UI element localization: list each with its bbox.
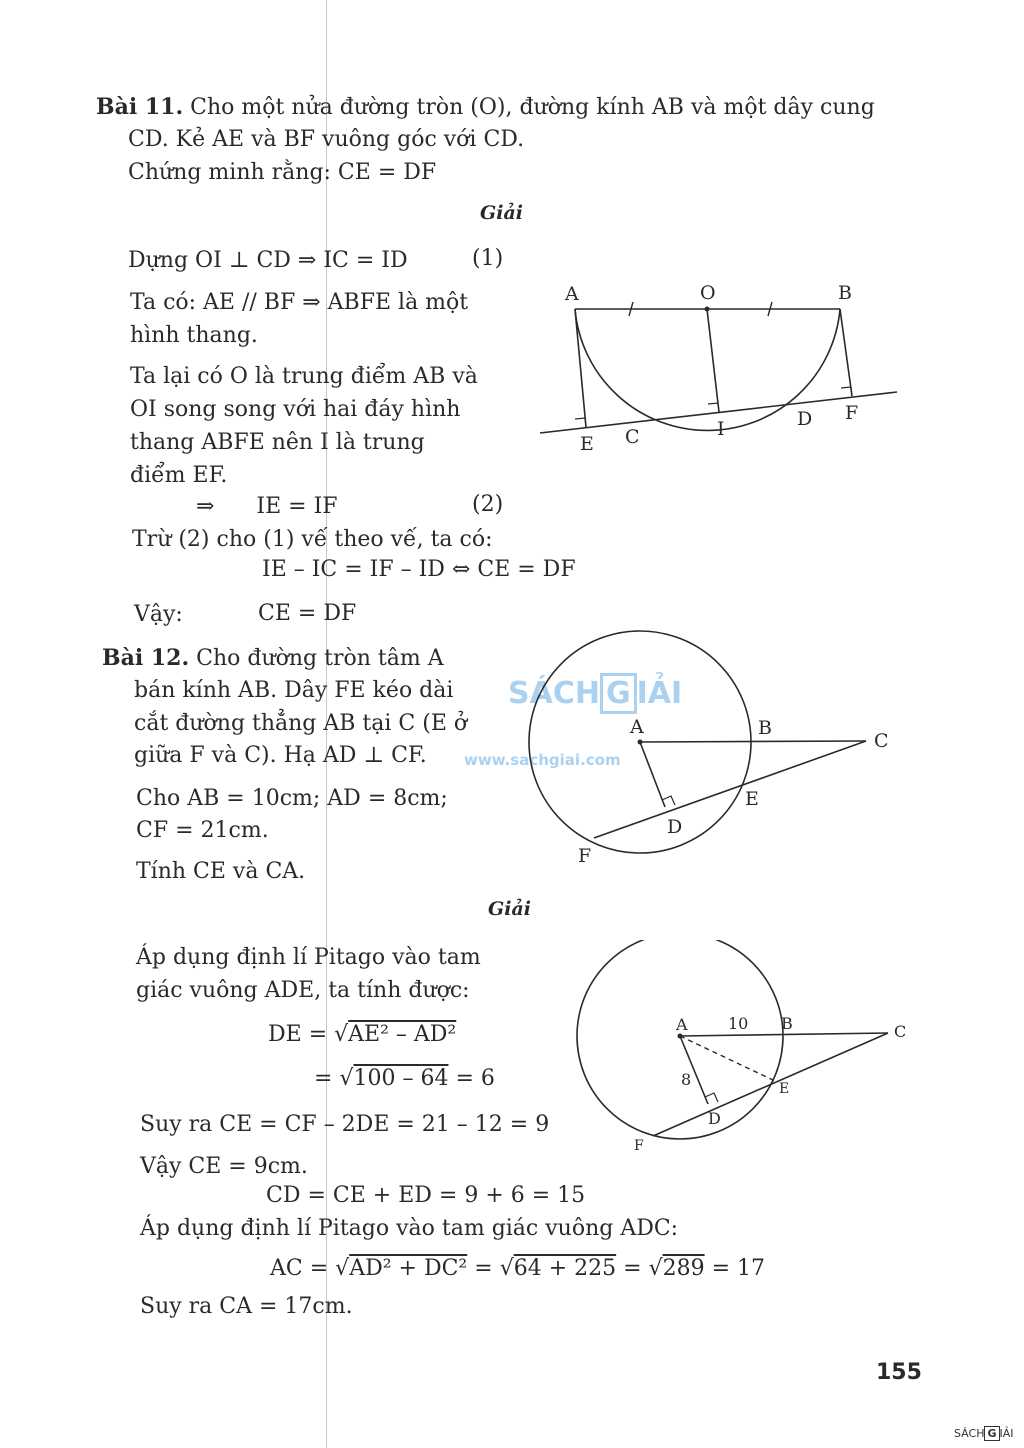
problem-11-title: Bài 11.	[96, 94, 184, 120]
segment-oi	[707, 309, 719, 412]
fig2-label-c: C	[894, 1022, 907, 1041]
problem-11-statement-2: CD. Kẻ AE và BF vuông góc với CD.	[128, 127, 525, 152]
problem-11-line-2: Ta có: AE // BF ⇒ ABFE là một	[130, 290, 469, 315]
line-ac-solution	[680, 1033, 888, 1036]
label-e: E	[580, 433, 594, 455]
problem-12-solution-4: Vậy CE = 9cm.	[140, 1154, 308, 1179]
de2-radicand: 100 – 64	[353, 1066, 449, 1091]
problem-12-statement-3: cắt đường thẳng AB tại C (E ở	[134, 711, 468, 736]
line-ac	[640, 741, 866, 742]
equation-number-1: (1)	[472, 246, 504, 271]
ac-equals-1: =	[474, 1256, 493, 1281]
watermark-logo-right: IẢI	[636, 676, 683, 711]
ac-equals-2: =	[623, 1256, 642, 1281]
watermark-url: www.sachgiai.com	[464, 751, 621, 769]
problem-12-statement-1: Cho đường tròn tâm A	[196, 646, 444, 671]
fig2-label-b: B	[781, 1014, 793, 1033]
fig2-label-eight: 8	[681, 1070, 692, 1089]
label-c: C	[625, 426, 640, 448]
label-b: B	[838, 282, 852, 304]
problem-11-line-9: Trừ (2) cho (1) vế theo vế, ta có:	[132, 527, 493, 552]
problem-12-solution-7: Suy ra CA = 17cm.	[140, 1294, 353, 1319]
problem-12-solution-6: Áp dụng định lí Pitago vào tam giác vuông ADC:	[140, 1216, 679, 1241]
problem-12-statement-2: bán kính AB. Dây FE kéo dài	[134, 678, 454, 703]
corner-logo	[954, 1426, 1014, 1441]
de2-equals: =	[314, 1066, 333, 1091]
problem-11-line-6: thang ABFE nên I là trung	[130, 430, 425, 455]
problem-11-line-3: hình thang.	[130, 323, 258, 348]
de2-result: = 6	[455, 1066, 495, 1091]
ac-radicand-3: 289	[662, 1256, 705, 1281]
label-i: I	[717, 418, 725, 440]
center-a-point	[638, 740, 643, 745]
problem-12-solution-1: Áp dụng định lí Pitago vào tam	[136, 945, 481, 970]
fig2-label-e: E	[779, 1081, 790, 1097]
dashed-ae	[680, 1036, 775, 1081]
segment-ad	[640, 742, 665, 807]
problem-11-conclusion: CE = DF	[258, 601, 357, 626]
watermark-logo-g: G	[600, 673, 637, 714]
equation-number-2: (2)	[472, 492, 504, 517]
corner-logo-g: G	[984, 1426, 999, 1441]
problem-12-statement-7: Tính CE và CA.	[136, 859, 306, 884]
watermark-logo-left: SÁCH	[508, 676, 600, 711]
label-a: A	[565, 283, 579, 305]
ac-radicand-2: 64 + 225	[513, 1256, 617, 1281]
problem-11-line-10: IE – IC = IF – ID ⇔ CE = DF	[262, 557, 576, 582]
segment-ae	[575, 309, 586, 427]
circle-a-solution	[577, 940, 783, 1139]
semicircle-figure	[530, 278, 910, 458]
segment-bf	[840, 309, 852, 396]
fig1-label-b: B	[758, 717, 772, 739]
problem-11-line-1	[96, 94, 875, 121]
de-equation: DE = √AE² – AD²	[268, 1022, 457, 1047]
fig1-label-e: E	[745, 788, 759, 810]
de-lhs: DE =	[268, 1022, 328, 1047]
problem-11-line-4: Ta lại có O là trung điểm AB và	[130, 364, 478, 389]
fig1-label-d: D	[667, 816, 683, 838]
problem-12-statement-4: giữa F và C). Hạ AD ⊥ CF.	[134, 743, 427, 768]
fig2-label-a: A	[676, 1015, 688, 1034]
problem-12-statement-6: CF = 21cm.	[136, 818, 269, 843]
ac-equation: AC = √AD² + DC² = √64 + 225 = √289 = 17	[270, 1256, 766, 1281]
de-equation-2: = √100 – 64 = 6	[314, 1066, 495, 1091]
label-o: O	[700, 282, 716, 304]
fig1-label-c: C	[874, 730, 889, 752]
problem-12-solution-heading: Giải	[488, 898, 531, 920]
problem-11-statement-1: Cho một nửa đường tròn (O), đường kính AB và một dây cung	[190, 95, 875, 120]
center-o-point	[705, 307, 710, 312]
problem-12-statement-5: Cho AB = 10cm; AD = 8cm;	[136, 786, 448, 811]
problem-11-line-7: điểm EF.	[130, 463, 228, 488]
label-f: F	[845, 402, 859, 424]
ac-radicand-1: AD² + DC²	[349, 1256, 468, 1281]
line-fc	[594, 741, 866, 838]
fig2-label-d: D	[708, 1109, 721, 1128]
problem-12-solution-2: giác vuông ADE, ta tính được:	[136, 978, 470, 1003]
ac-lhs: AC =	[270, 1256, 329, 1281]
de-radicand: AE² – AD²	[348, 1022, 457, 1047]
corner-logo-left: SÁCH	[954, 1427, 985, 1440]
fig2-label-f: F	[634, 1138, 644, 1154]
problem-12-title: Bài 12.	[102, 645, 190, 671]
right-angle-e	[575, 418, 586, 427]
circle-figure-solution	[565, 940, 915, 1155]
center-a-solution-point	[678, 1034, 683, 1039]
label-d: D	[797, 408, 813, 430]
corner-logo-right: IẢI	[999, 1427, 1014, 1440]
problem-11-conclusion-label: Vậy:	[134, 602, 183, 627]
problem-11-line-5: OI song song với hai đáy hình	[130, 397, 461, 422]
page-number: 155	[876, 1360, 922, 1385]
problem-11-solution-heading: Giải	[480, 202, 523, 224]
problem-12-solution-3: Suy ra CE = CF – 2DE = 21 – 12 = 9	[140, 1112, 550, 1137]
problem-11-statement-3: Chứng minh rằng: CE = DF	[128, 160, 437, 185]
problem-11-line-oi: Dựng OI ⊥ CD ⇒ IC = ID	[128, 248, 408, 273]
ac-result: = 17	[711, 1256, 766, 1281]
fig1-label-a: A	[630, 716, 644, 738]
problem-11-line-8: ⇒ IE = IF	[196, 494, 338, 519]
problem-12-solution-5: CD = CE + ED = 9 + 6 = 15	[266, 1183, 586, 1208]
circle-figure-problem	[520, 625, 900, 870]
fig1-label-f: F	[578, 845, 592, 867]
problem-12-line-1	[102, 645, 444, 672]
fig2-label-ten: 10	[728, 1014, 749, 1033]
